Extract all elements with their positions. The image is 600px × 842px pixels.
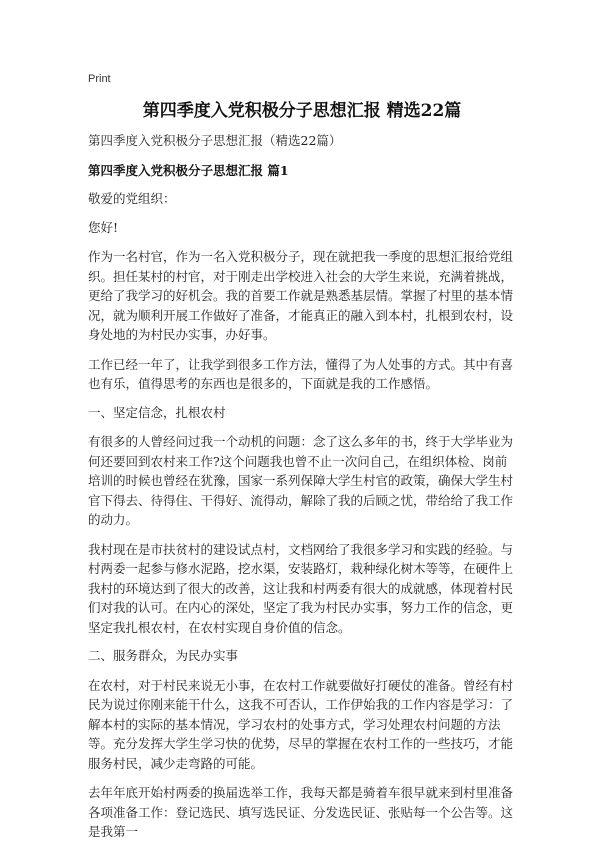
greeting: 您好! xyxy=(88,219,119,235)
body-paragraph: 有很多的人曾经问过我一个动机的问题：念了这么多年的书，终于大学毕业为何还要回到农村来工作?这个问题我也曾不止一次问自己，在组织体检、岗前培训的时候也曾经在犹豫，国家一系列保障大学生村官的政策，确保大学生村官下得去、待得住、干得好、流得动，解除了我的后顾之忧，带给给了我工作的动力。 xyxy=(88,434,514,527)
print-label: Print xyxy=(88,73,111,85)
document-title: 第四季度入党积极分子思想汇报 精选22篇 xyxy=(142,101,462,121)
body-paragraph: 在农村，对于村民来说无小事，在农村工作就要做好打硬仗的准备。曾经有村民为说过你刚来能干什么，这我不可否认，工作伊始我的工作内容是学习：了解本村的实际的基本情况，学习农村的处事方式，学习处理农村问题的方法等。充分发挥大学生学习快的优势，尽早的掌握在农村工作的一些技巧，才能服务村民，减少走弯路的可能。 xyxy=(88,677,514,771)
body-paragraph: 去年年底开始村两委的换届选举工作，我每天都是骑着车很早就来到村里准备各项准备工作：登记选民、填写选民证、分发选民证、张贴每一个公告等。这是我第一 xyxy=(88,785,514,839)
document-subtitle: 第四季度入党积极分子思想汇报（精选22篇） xyxy=(88,133,342,148)
subheading-2: 二、服务群众，为民办实事 xyxy=(88,648,239,663)
body-paragraph: 作为一名村官，作为一名入党积极分子，现在就把我一季度的思想汇报给党组织。担任某村的村官，对于刚走出学校进入社会的大学生来说，充满着挑战，更给了我学习的好机会。我的首要工作就是熟悉基层情。掌握了村里的基本情况，就为顺利开展工作做好了准备，才能真正的融入到本村，扎根到农村，设身处地的为村民办实事，办好事。 xyxy=(88,249,514,342)
document-page xyxy=(88,64,516,842)
body-paragraph: 我村现在是市扶贫村的建设试点村，文档网给了我很多学习和实践的经验。与村两委一起参与修水泥路，挖水渠，安装路灯，栽种绿化树木等等，在硬件上我村的环境达到了很大的改善，这让我和村两委有很大的成就感，体现着村民们对我的认可。在内心的深处，坚定了我为村民办实事，努力工作的信念，更坚定我扎根农村，在农村实现自身价值的信念。 xyxy=(88,541,514,635)
salutation: 敬爱的党组织： xyxy=(88,191,176,206)
subheading-1: 一、坚定信念，扎根农村 xyxy=(88,404,226,420)
body-paragraph: 工作已经一年了，让我学到很多工作方法，懂得了为人处事的方式。其中有喜也有乐，值得思考的东西也是很多的，下面就是我的工作感悟。 xyxy=(88,356,514,391)
section-heading: 第四季度入党积极分子思想汇报 篇1 xyxy=(88,163,289,178)
